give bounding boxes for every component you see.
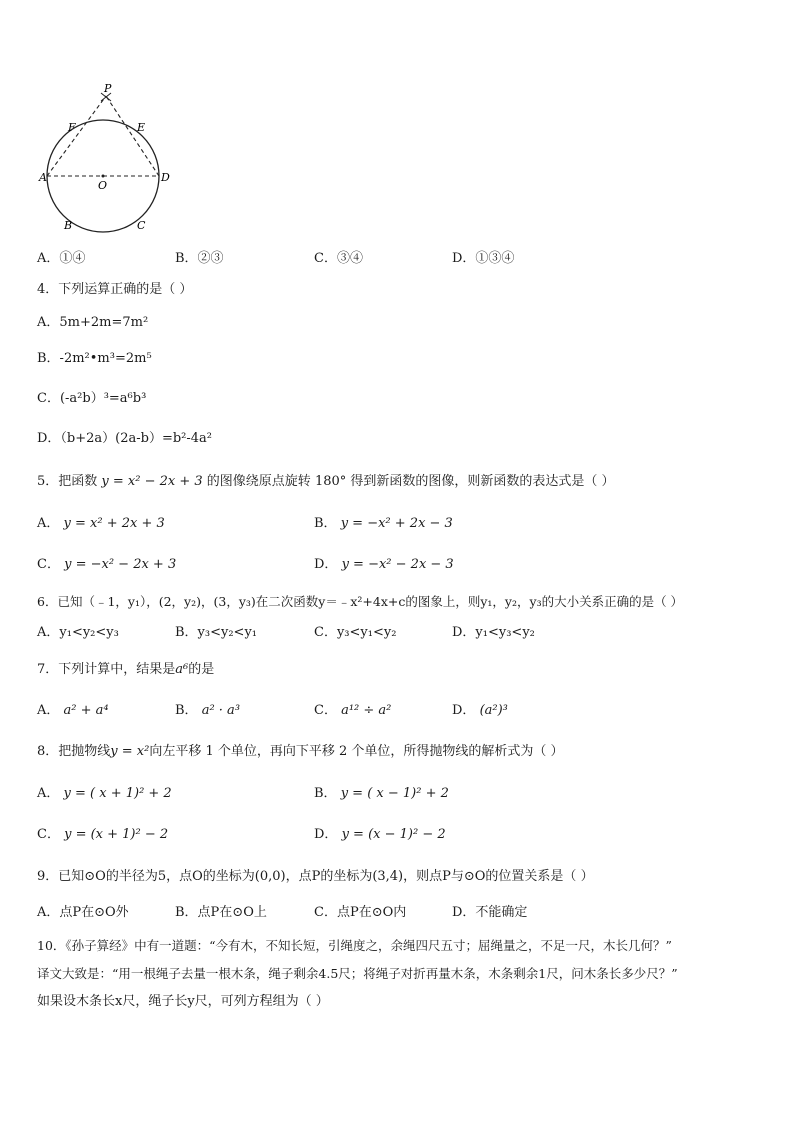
q8-option-a[interactable] — [37, 785, 172, 803]
q4-option-b[interactable]: B．-2m²•m³=2m⁵ — [37, 351, 152, 366]
label-c: C — [137, 219, 146, 232]
label-d: D — [161, 171, 170, 184]
q7-option-a[interactable] — [37, 702, 109, 720]
q7-stem-post: 的是 — [188, 662, 215, 677]
q5-option-d[interactable] — [314, 556, 454, 574]
q3-option-b[interactable]: B．②③ — [175, 251, 224, 266]
q5-option-d-expr: y = −x² − 2x − 3 — [341, 557, 454, 572]
q4-stem: 4．下列运算正确的是（ ） — [37, 282, 193, 297]
label-e: E — [137, 121, 146, 134]
label-a: A — [39, 171, 47, 184]
q5-option-a-label: A． — [37, 516, 60, 531]
q8-option-d-label: D． — [314, 827, 338, 842]
q7-option-c-expr: a¹² ÷ a² — [341, 703, 392, 718]
q5-option-b[interactable] — [314, 515, 453, 533]
q4-option-d[interactable]: D．（b+2a）(2a-b）=b²-4a² — [37, 431, 213, 446]
q9-option-b[interactable]: B．点P在⊙O上 — [175, 905, 267, 920]
q8-option-b[interactable] — [314, 785, 449, 803]
q7-option-a-expr: a² + a⁴ — [63, 703, 109, 718]
q8-option-c-label: C． — [37, 827, 60, 842]
q5-stem — [37, 473, 615, 491]
q5-stem-pre: 5．把函数 — [37, 474, 98, 489]
q8-option-a-label: A． — [37, 786, 60, 801]
q7-option-b-label: B． — [175, 703, 198, 718]
q5-option-c[interactable] — [37, 556, 176, 574]
q5-option-a-expr: y = x² + 2x + 3 — [63, 516, 165, 531]
q5-stem-equation: y = x² − 2x + 3 — [101, 474, 203, 489]
q5-stem-post: 得到新函数的图像，则新函数的表达式是（ ） — [350, 474, 615, 489]
tangent-line-pd — [106, 96, 159, 176]
q9-option-c[interactable]: C．点P在⊙O内 — [314, 905, 407, 920]
q9-option-a[interactable]: A．点P在⊙O外 — [37, 905, 129, 920]
q6-option-c[interactable]: C．y₃<y₁<y₂ — [314, 625, 397, 640]
label-p: P — [104, 82, 112, 95]
q5-stem-degree: 180° — [314, 474, 347, 489]
q7-stem-expr: a⁶ — [175, 662, 189, 677]
point-o — [102, 175, 105, 178]
q7-option-b-expr: a² · a³ — [201, 703, 241, 718]
q7-option-c[interactable] — [314, 702, 391, 720]
geometry-figure — [36, 82, 176, 237]
q8-stem-post: 向左平移 1 个单位，再向下平移 2 个单位，所得抛物线的解析式为（ ） — [149, 744, 564, 759]
q10-line-2: 译文大致是：“用一根绳子去量一根木条，绳子剩余4.5尺；将绳子对折再量木条，木条剩余1尺，问木条长多少尺？” — [37, 966, 678, 981]
q5-option-a[interactable] — [37, 515, 165, 533]
q8-option-d-expr: y = (x − 1)² − 2 — [341, 827, 446, 842]
q8-option-a-expr: y = ( x + 1)² + 2 — [63, 786, 172, 801]
q7-option-d[interactable] — [452, 702, 508, 720]
q6-option-a[interactable]: A．y₁<y₂<y₃ — [37, 625, 119, 640]
q5-option-d-label: D． — [314, 557, 338, 572]
q4-option-a[interactable]: A．5m+2m=7m² — [37, 315, 149, 330]
q8-option-b-expr: y = ( x − 1)² + 2 — [340, 786, 449, 801]
q8-option-d[interactable] — [314, 826, 446, 844]
label-o: O — [98, 179, 108, 192]
q8-stem — [37, 743, 564, 761]
q7-option-d-expr: (a²)³ — [479, 703, 508, 718]
q6-option-d[interactable]: D．y₁<y₃<y₂ — [452, 625, 535, 640]
q7-option-b[interactable] — [175, 702, 240, 720]
q7-stem — [37, 661, 214, 679]
q9-option-d[interactable]: D．不能确定 — [452, 905, 528, 920]
q3-option-d[interactable]: D．①③④ — [452, 251, 515, 266]
q5-option-b-label: B． — [314, 516, 337, 531]
q7-stem-pre: 7．下列计算中，结果是 — [37, 662, 176, 677]
q3-option-a[interactable]: A．①④ — [37, 251, 86, 266]
q9-stem: 9．已知⊙O的半径为5，点O的坐标为(0,0)，点P的坐标为(3,4)，则点P与⊙O的位置关系是（ ） — [37, 869, 594, 884]
q5-stem-mid: 的图像绕原点旋转 — [206, 474, 311, 489]
q5-option-b-expr: y = −x² + 2x − 3 — [340, 516, 453, 531]
q4-option-c[interactable]: C．(-a²b）³=a⁶b³ — [37, 391, 147, 406]
q5-option-c-label: C． — [37, 557, 60, 572]
q7-option-a-label: A． — [37, 703, 60, 718]
q8-stem-pre: 8．把抛物线 — [37, 744, 111, 759]
q6-stem: 6．已知（﹣1，y₁），(2，y₂)，(3，y₃)在二次函数y＝﹣x²+4x+c的图象上，则y₁，y₂，y₃的大小关系正确的是（ ） — [37, 594, 684, 609]
q8-stem-equation: y = x² — [110, 744, 150, 759]
label-f: F — [68, 121, 76, 134]
q7-option-d-label: D． — [452, 703, 476, 718]
tangent-line-pa — [47, 96, 106, 176]
q7-option-c-label: C． — [314, 703, 337, 718]
q6-option-b[interactable]: B．y₃<y₂<y₁ — [175, 625, 258, 640]
label-b: B — [64, 219, 73, 232]
q3-option-c[interactable]: C．③④ — [314, 251, 363, 266]
q8-option-c-expr: y = (x + 1)² − 2 — [64, 827, 169, 842]
q8-option-b-label: B． — [314, 786, 337, 801]
q8-option-c[interactable] — [37, 826, 168, 844]
q5-option-c-expr: y = −x² − 2x + 3 — [64, 557, 177, 572]
q10-line-1: 10．《孙子算经》中有一道题：“今有木，不知长短，引绳度之，余绳四尺五寸；屈绳量之，不足一尺，木长几何？” — [37, 938, 672, 953]
q10-line-3: 如果设木条长x尺，绳子长y尺，可列方程组为（ ） — [37, 994, 329, 1009]
